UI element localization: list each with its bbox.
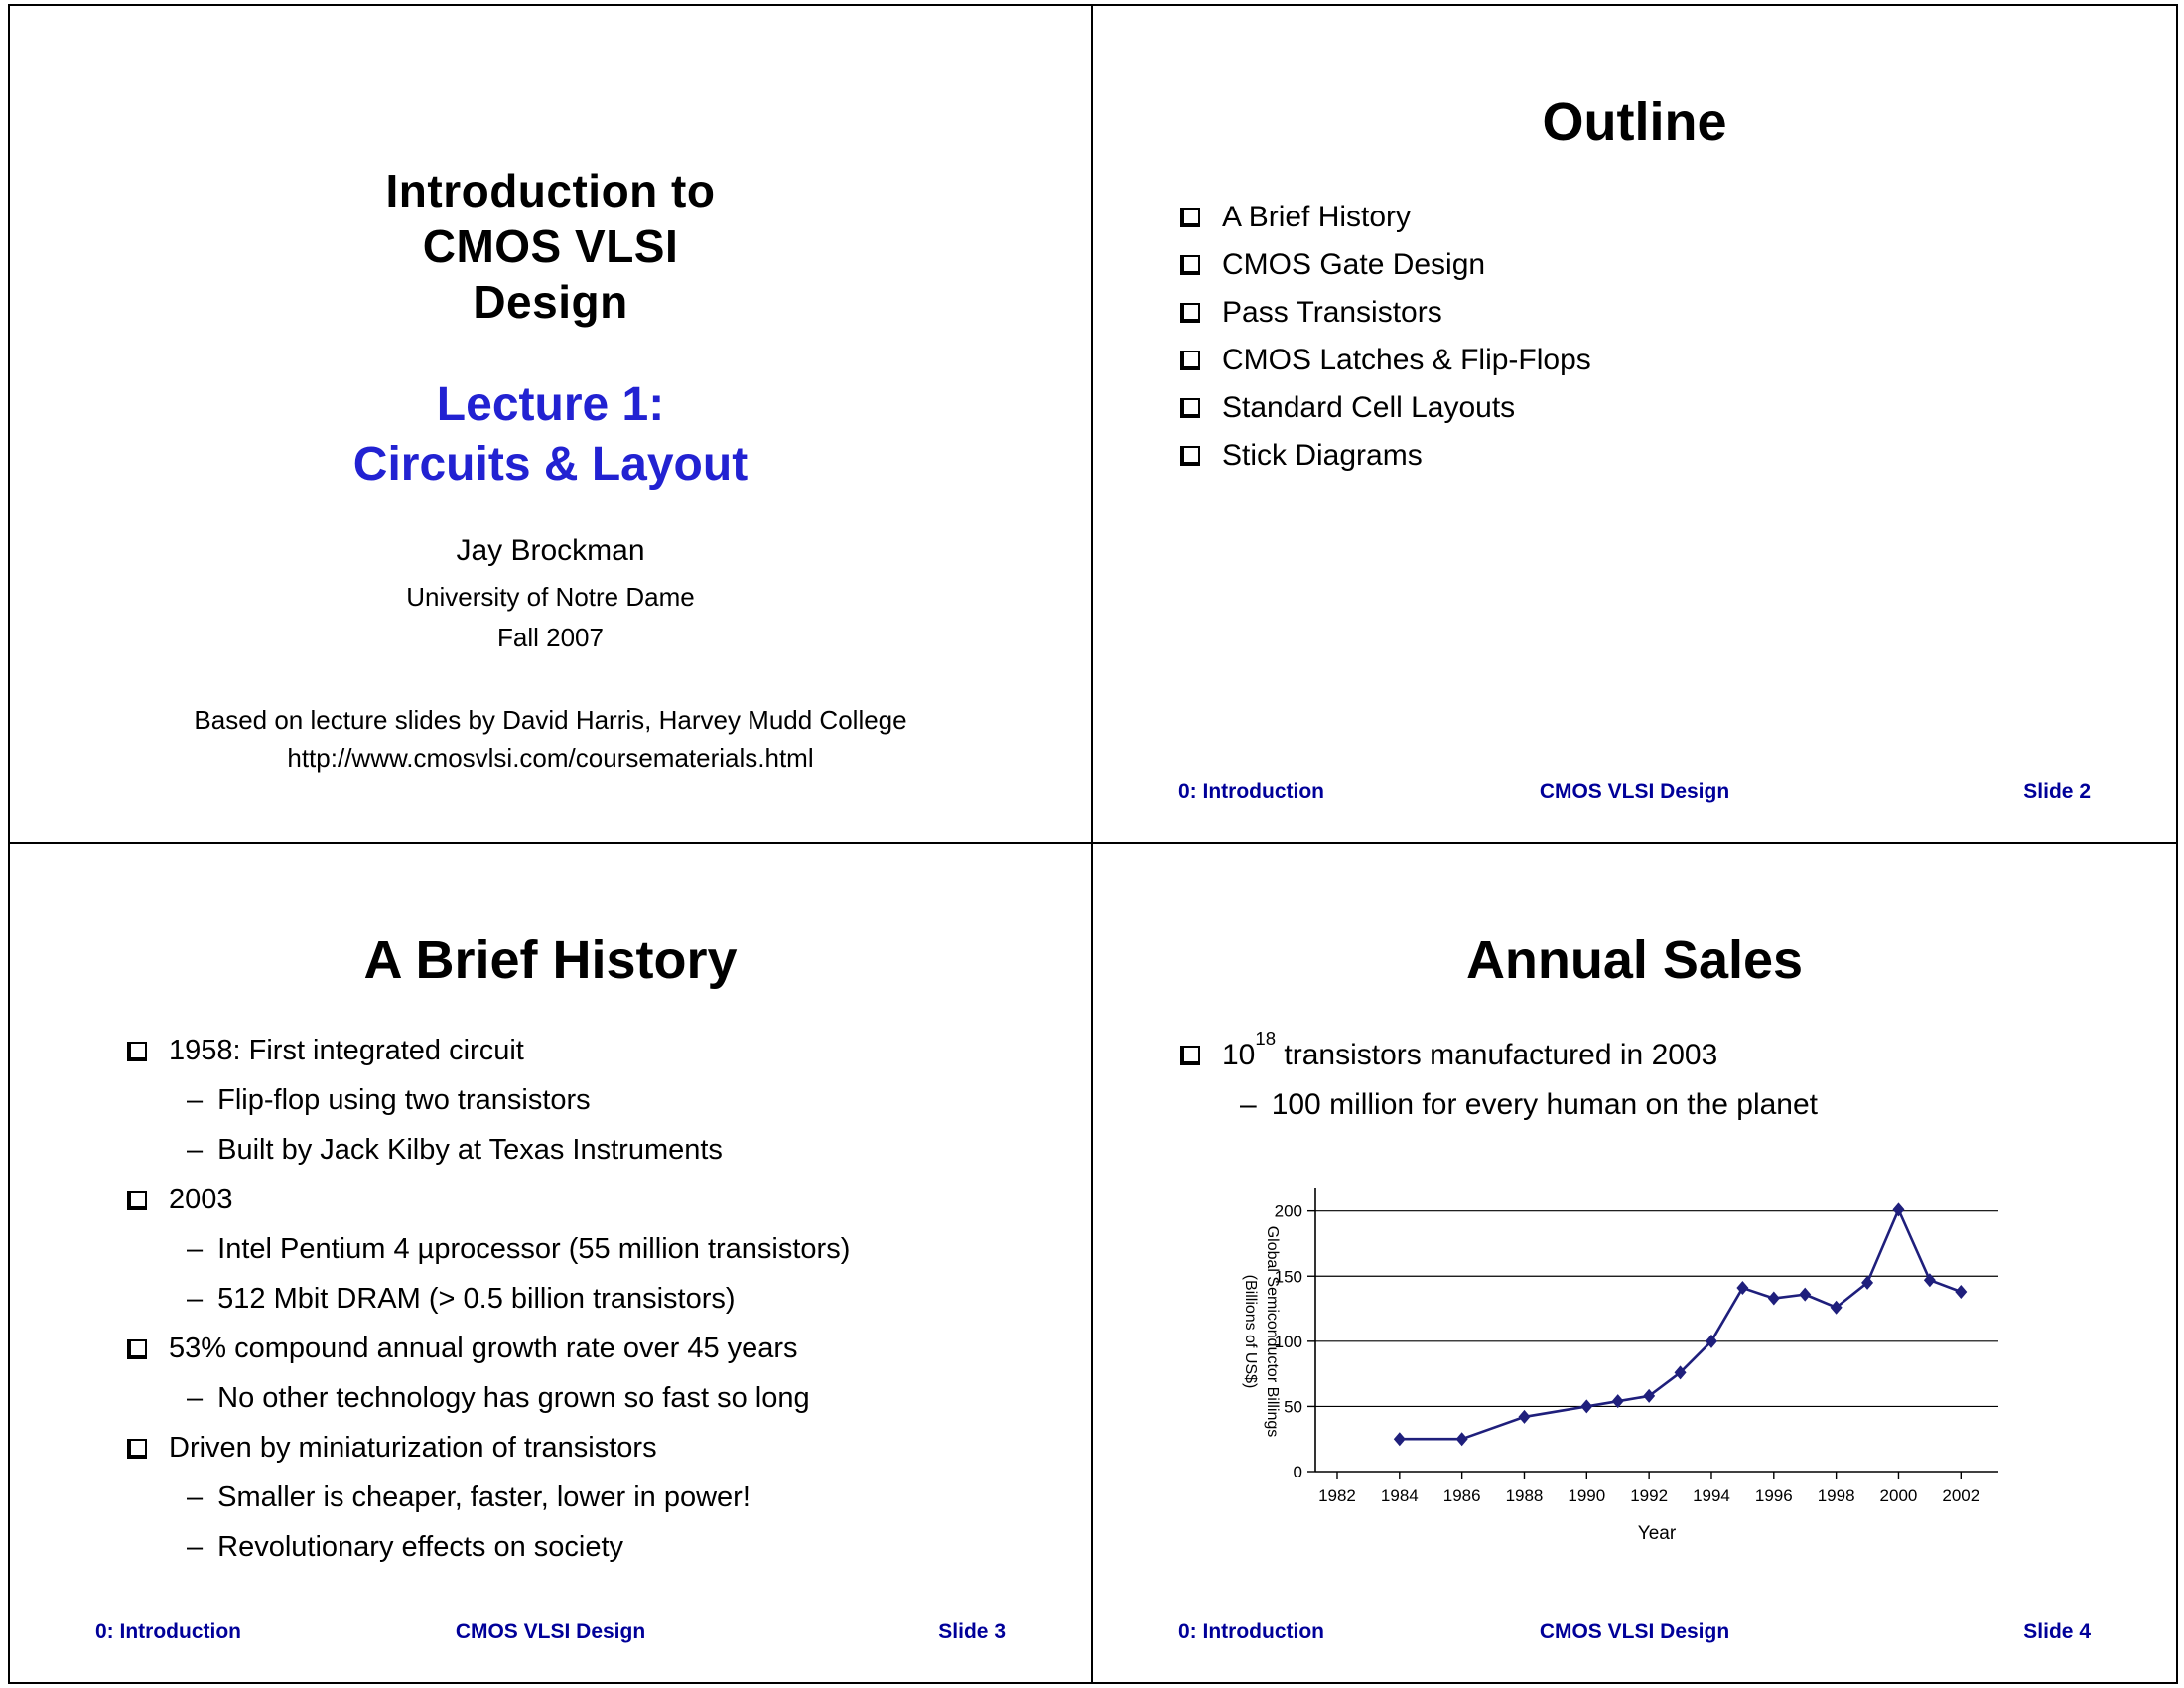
list-item [127,1184,1091,1216]
y-tick-label: 100 [1274,1332,1302,1351]
slide-3-history [10,844,1093,1682]
footer-slide-number: Slide 4 [2023,1620,2091,1643]
y-tick-label: 50 [1284,1397,1302,1417]
list-item [1180,248,2176,282]
list-item [127,1233,1091,1266]
sales-bullet-sub-text: 100 million for every human on the planet [1271,1088,1819,1121]
bullet-square-icon [1180,1046,1200,1065]
list-item-text: Intel Pentium 4 µprocessor (55 million transistors) [217,1233,851,1265]
list-item-text: 53% compound annual growth rate over 45 years [169,1333,798,1364]
x-tick-label: 1982 [1318,1486,1356,1505]
list-item-text: 2003 [169,1184,233,1215]
data-point-marker [1643,1389,1655,1403]
list-item [127,1134,1091,1167]
bullet-square-icon [127,1191,147,1210]
list-item-text: Smaller is cheaper, faster, lower in power! [217,1481,751,1513]
list-item [127,1333,1091,1365]
history-list [127,1035,1091,1564]
list-item [127,1035,1091,1067]
footer-course: CMOS VLSI Design [455,1620,646,1643]
credit-block [10,701,1091,776]
dash-bullet-icon: – [187,1134,204,1166]
author-name: Jay Brockman [456,534,645,567]
dash-bullet-icon: – [187,1084,204,1116]
dash-bullet-icon: – [187,1382,204,1414]
y-tick-label: 200 [1274,1201,1302,1221]
lecture-subtitle [10,375,1091,494]
list-item [127,1481,1091,1514]
dash-bullet-icon: – [187,1481,204,1513]
bullet-square-icon [1180,255,1200,275]
list-item [1180,391,2176,425]
list-item [1180,439,2176,473]
bullet-square-icon [1180,446,1200,466]
sales-bullets [1180,1027,2176,1122]
x-tick-label: 1996 [1754,1486,1793,1505]
y-axis-title-line1: Global Semiconductor Billings [1264,1225,1281,1438]
list-item-text: Driven by miniaturization of transistors [169,1432,657,1464]
sales-bullet-sub [1180,1088,2176,1122]
x-tick-label: 1998 [1817,1486,1855,1505]
data-point-marker [1955,1285,1967,1299]
bullet-square-icon [127,1439,147,1459]
course-title-line1: Introduction to [385,165,716,216]
course-title-line2: CMOS VLSI [422,220,679,272]
bullet-square-icon [1180,208,1200,227]
slide-3-heading: A Brief History [363,930,738,990]
list-item-text: Flip-flop using two transistors [217,1084,591,1116]
list-item-text: Standard Cell Layouts [1222,391,1516,424]
x-tick-label: 1988 [1505,1486,1544,1505]
outline-list [1180,201,2176,473]
list-item-text: CMOS Gate Design [1222,248,1486,281]
list-item-text: CMOS Latches & Flip-Flops [1222,344,1591,376]
footer-section: 0: Introduction [1178,780,1324,803]
footer-course: CMOS VLSI Design [1539,1620,1730,1643]
exponent: 18 [1255,1027,1277,1049]
x-tick-label: 1994 [1693,1486,1730,1505]
lecture-subtitle-line2: Circuits & Layout [352,438,749,491]
x-axis-title: Year [1637,1523,1677,1544]
list-item [127,1531,1091,1564]
list-item [127,1382,1091,1415]
footer-course: CMOS VLSI Design [1539,780,1730,803]
course-materials-link[interactable]: http://www.cmosvlsi.com/coursematerials.html [287,743,814,773]
y-tick-label: 0 [1293,1463,1302,1481]
data-point-marker [1768,1292,1780,1306]
course-title [10,163,1091,330]
sales-bullet-main [1180,1027,2176,1072]
list-item-text: 1958: First integrated circuit [169,1035,524,1066]
bullet-square-icon [127,1042,147,1061]
list-item [1180,344,2176,377]
dash-bullet-icon: – [187,1283,204,1315]
list-item [127,1084,1091,1117]
series-line [1400,1209,1961,1439]
data-point-marker [1580,1399,1592,1413]
list-item-text: Stick Diagrams [1222,439,1423,472]
y-tick-label: 150 [1274,1267,1302,1287]
x-tick-label: 1990 [1568,1486,1606,1505]
x-tick-label: 1984 [1380,1486,1419,1505]
list-item-text: Pass Transistors [1222,296,1442,329]
slide-4-heading: Annual Sales [1465,930,1804,990]
x-tick-label: 1992 [1630,1486,1669,1505]
bullet-square-icon [1180,303,1200,323]
footer-slide-number: Slide 2 [2023,780,2091,803]
bullet-square-icon [1180,398,1200,418]
dash-bullet-icon: – [1240,1088,1257,1121]
slide-grid [8,4,2178,1684]
data-point-marker [1456,1432,1468,1446]
slide-2-outline [1093,6,2176,844]
list-item-text: A Brief History [1222,201,1412,233]
data-point-marker [1394,1432,1406,1446]
list-item-text: Built by Jack Kilby at Texas Instruments [217,1134,723,1166]
term: Fall 2007 [497,623,604,652]
bullet-square-icon [1180,351,1200,370]
list-item [1180,296,2176,330]
list-item [1180,201,2176,234]
bullet-square-icon [127,1339,147,1359]
annual-sales-chart-container [1232,1174,2176,1568]
data-point-marker [1892,1202,1904,1216]
annual-sales-chart [1232,1174,2036,1563]
x-tick-label: 2000 [1879,1486,1918,1505]
dash-bullet-icon: – [187,1531,204,1563]
slide-1-title [10,6,1093,844]
sales-bullet-main-text: $10^{18}$ transistors manufactured in 2003 [1222,1027,1718,1071]
y-axis-title-line2: (Billions of US$) [1242,1274,1259,1389]
lecture-subtitle-line1: Lecture 1: [436,378,665,431]
x-tick-label: 2002 [1942,1486,1980,1505]
data-point-marker [1924,1273,1936,1287]
footer-slide-number: Slide 3 [938,1620,1006,1643]
course-title-line3: Design [473,276,628,328]
list-item [127,1432,1091,1465]
list-item [127,1283,1091,1316]
list-item-text: No other technology has grown so fast so long [217,1382,810,1414]
affiliation: University of Notre Dame [406,582,695,612]
list-item-text: Revolutionary effects on society [217,1531,624,1563]
data-point-marker [1518,1410,1530,1424]
slide-4-annual-sales [1093,844,2176,1682]
slide-2-heading: Outline [1542,92,1727,152]
credit-text: Based on lecture slides by David Harris, Harvey Mudd College [194,705,907,735]
footer-section: 0: Introduction [1178,1620,1324,1643]
dash-bullet-icon: – [187,1233,204,1265]
x-tick-label: 1986 [1442,1486,1481,1505]
footer-section: 0: Introduction [95,1620,241,1643]
data-point-marker [1799,1288,1811,1302]
list-item-text: 512 Mbit DRAM (> 0.5 billion transistors) [217,1283,736,1315]
